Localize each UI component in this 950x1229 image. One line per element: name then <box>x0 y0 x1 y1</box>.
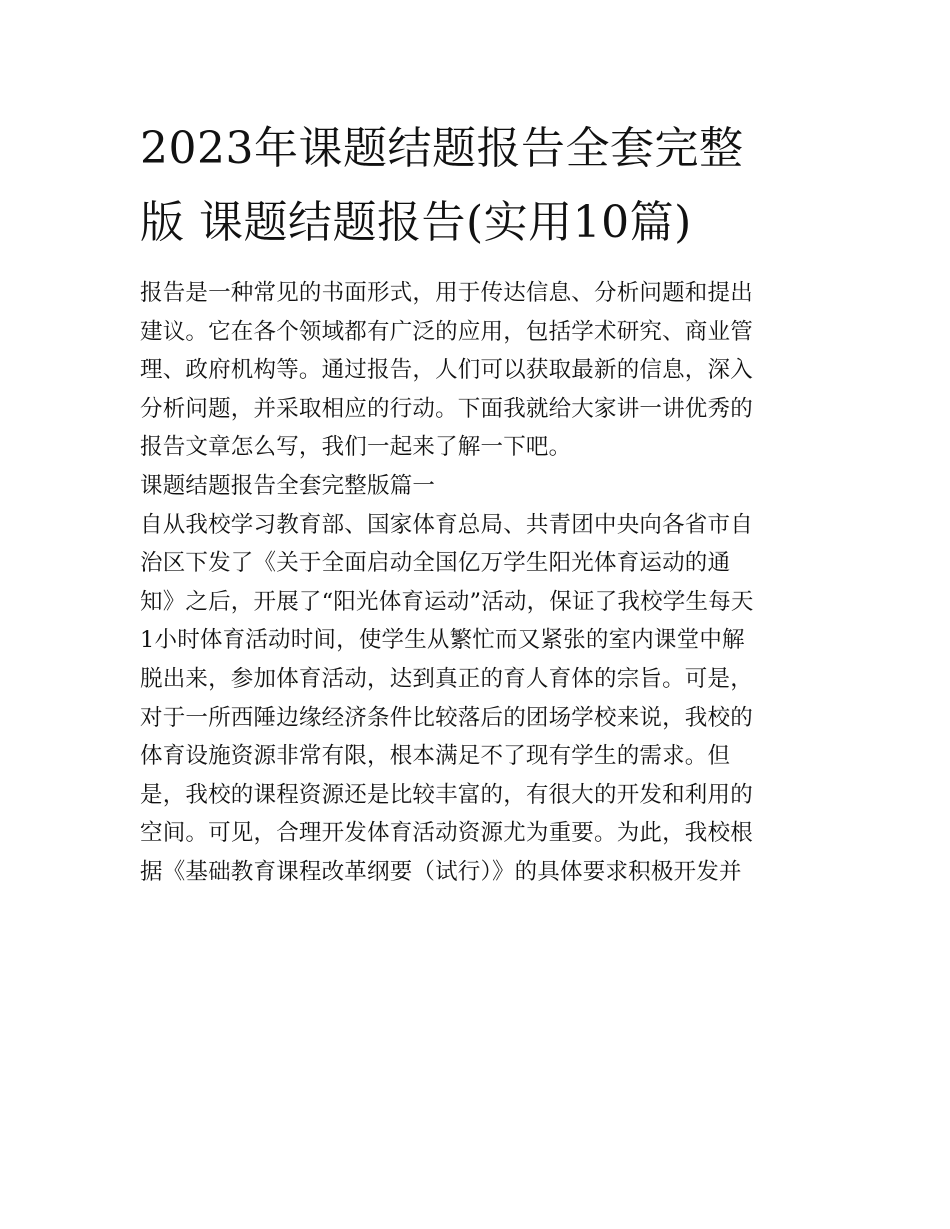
intro-line: 报告文章怎么写，我们一起来了解一下吧。 <box>140 434 572 461</box>
body-line: 自从我校学习教育部、国家体育总局、共青团中央向各省市自 <box>140 511 753 538</box>
section-body-paragraph <box>140 506 812 892</box>
body-line: 据《基础教育课程改革纲要（试行）》的具体要求积极开发并 <box>140 858 742 885</box>
body-line: 1小时体育活动时间，使学生从繁忙而又紧张的室内课堂中解 <box>140 627 745 654</box>
intro-line: 报告是一种常见的书面形式，用于传达信息、分析问题和提出 <box>140 280 753 306</box>
section-heading: 课题结题报告全套完整版篇一 <box>140 472 436 499</box>
intro-line: 分析问题，并采取相应的行动。下面我就给大家讲一讲优秀的 <box>140 395 753 422</box>
intro-line: 理、政府机构等。通过报告，人们可以获取最新的信息，深入 <box>140 357 753 384</box>
intro-line: 建议。它在各个领域都有广泛的应用，包括学术研究、商业管 <box>140 318 753 345</box>
intro-paragraph <box>140 274 812 467</box>
body-line: 对于一所西陲边缘经济条件比较落后的团场学校来说，我校的 <box>140 704 753 731</box>
body-line: 空间。可见，合理开发体育活动资源尤为重要。为此，我校根 <box>140 820 753 847</box>
title-line-2: 版 课题结题报告(实用10篇) <box>140 197 692 248</box>
body-line: 知》之后，开展了“阳光体育运动”活动，保证了我校学生每天 <box>140 588 754 615</box>
body-line: 体育设施资源非常有限，根本满足不了现有学生的需求。但 <box>140 743 731 770</box>
document-content <box>140 112 812 892</box>
document-title <box>140 112 812 260</box>
title-line-1: 2023年课题结题报告全套完整 <box>140 123 744 174</box>
body-line: 治区下发了《关于全面启动全国亿万学生阳光体育运动的通 <box>140 550 731 577</box>
body-line: 脱出来，参加体育活动，达到真正的育人育体的宗旨。可是， <box>140 665 753 692</box>
body-line: 是，我校的课程资源还是比较丰富的，有很大的开发和利用的 <box>140 781 753 808</box>
